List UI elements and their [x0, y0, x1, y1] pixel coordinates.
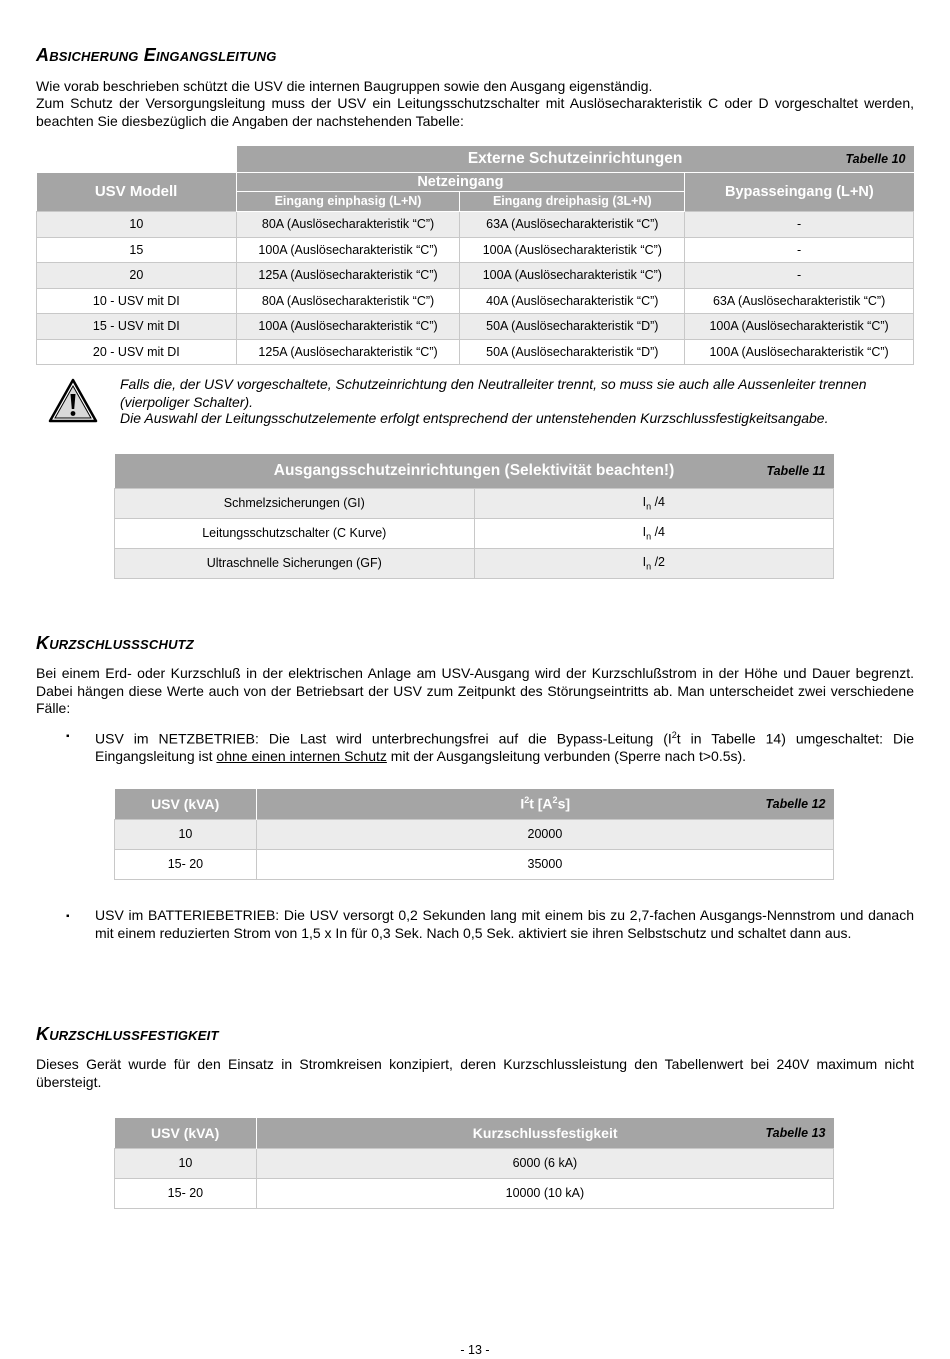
table-10-header-netz: Netzeingang: [236, 172, 685, 191]
warning-text-1: Falls die, der USV vorgeschaltete, Schutzeinrichtung den Neutralleiter trennt, so muss sie auch alle Aussenleiter trennen (vierpoliger Schalter).: [120, 376, 867, 410]
table-10-label: Tabelle 10: [845, 151, 906, 166]
table-row: 15 - USV mit DI 100A (Auslösecharakteristik “C”) 50A (Auslösecharakteristik “D”) 100A (Auslösecharakteristik “C”): [37, 313, 914, 339]
table-12-header-usv: USV (kVA): [115, 789, 257, 819]
paragraph-kurzschluss: Bei einem Erd- oder Kurzschluß in der elektrischen Anlage am USV-Ausgang wird der Kurzschlußstrom in der Höhe und Dauer begrenzt. Dabei hängen diese Werte auch von der Betriebsart der USV zum Zeitpunkt des Störungseintritts ab. Man unterscheidet zwei verschiedene Fälle:: [36, 665, 914, 716]
table-row: 10 - USV mit DI 80A (Auslösecharakteristik “C”) 40A (Auslösecharakteristik “C”) 63A (Auslösecharakteristik “C”): [37, 288, 914, 313]
warning-text-2: Die Auswahl der Leitungsschutzelemente erfolgt entsprechend der untenstehenden Kurzschlussfestigkeitsangabe.: [120, 410, 829, 426]
table-row: 20 125A (Auslösecharakteristik “C”) 100A (Auslösecharakteristik “C”) -: [37, 262, 914, 288]
table-11: [114, 454, 834, 579]
table-10: [36, 146, 914, 365]
table-row: Schmelzsicherungen (GI) $I_n$ /4: [115, 488, 834, 518]
table-row: 10 6000 (6 kA): [115, 1148, 834, 1178]
table-10-header-bypass: Bypasseingang (L+N): [685, 172, 914, 211]
paragraph-intro: Wie vorab beschrieben schützt die USV die internen Baugruppen sowie den Ausgang eigenständig.: [36, 78, 653, 94]
table-row: Leitungsschutzschalter (C Kurve) $I_n$ /4: [115, 518, 834, 548]
section-heading-kurzschlussschutz: Kurzschlussschutz: [36, 633, 194, 653]
table-row: 15- 20 35000: [115, 849, 834, 879]
bullet-batteriebetrieb: USV im BATTERIEBETRIEB: Die USV versorgt 0,2 Sekunden lang mit einem bis zu 2,7-fachen Ausgangs-Nennstrom und danach mit einem reduzierten Strom von 1,5 x In für 0,3 Sek. Nach 0,5 Sek. aktiviert sie ihren Selbstschutz und schaltet dann aus.: [95, 907, 914, 941]
section-heading-absicherung: Absicherung Eingangsleitung: [36, 45, 277, 65]
table-10-header-model: USV Modell: [37, 172, 237, 211]
table-10-header-dreiphasig: Eingang dreiphasig (3L+N): [460, 191, 685, 211]
bullet-netzbetrieb: USV im NETZBETRIEB: Die Last wird unterbrechungsfrei auf die Bypass-Leitung ($I^2t$ in Tabelle 14) umgeschaltet: Die Eingangsleitung ist ohne einen internen Schutz mit der Ausgangsleitung verbunden (Sperre nach t>0.5s).: [95, 730, 914, 765]
table-11-label: Tabelle 11: [766, 463, 826, 478]
table-13-label: Tabelle 13: [765, 1125, 826, 1140]
page-number: - 13 -: [460, 1343, 490, 1357]
table-13-header-festigkeit: Kurzschlussfestigkeit Tabelle 13: [472, 1124, 826, 1141]
paragraph-schutz: Zum Schutz der Versorgungsleitung muss der USV ein Leitungsschutzschalter mit Auslösecharakteristik C oder D vorgeschaltet werden, beachten Sie diesbezüglich die Angaben der nachstehenden Tabelle:: [36, 95, 914, 129]
table-row: 10 20000: [115, 819, 834, 849]
warning-icon: [48, 378, 98, 424]
table-11-title-cell: [115, 454, 834, 488]
bullet-marker: ▪: [66, 911, 70, 922]
paragraph-kurzschlussfestigkeit: Dieses Gerät wurde für den Einsatz in Stromkreisen konzipiert, deren Kurzschlussleistung den Tabellenwert bei 240V maximum nicht übersteigt.: [36, 1056, 914, 1090]
table-13: [114, 1118, 834, 1209]
section-heading-kurzschlussfestigkeit: Kurzschlussfestigkeit: [36, 1024, 219, 1044]
table-13-header-usv: USV (kVA): [115, 1118, 257, 1148]
table-row: 10 80A (Auslösecharakteristik “C”) 63A (Auslösecharakteristik “C”) -: [37, 211, 914, 237]
table-row: Ultraschnelle Sicherungen (GF) $I_n$ /2: [115, 548, 834, 578]
table-10-title-cell: [236, 146, 913, 172]
table-12: [114, 789, 834, 880]
table-row: 15- 20 10000 (10 kA): [115, 1178, 834, 1208]
table-10-header-einphasig: Eingang einphasig (L+N): [236, 191, 460, 211]
table-row: 20 - USV mit DI 125A (Auslösecharakteristik “C”) 50A (Auslösecharakteristik “D”) 100A (Auslösecharakteristik “C”): [37, 339, 914, 364]
bullet-marker: ▪: [66, 731, 70, 742]
table-row: 15 100A (Auslösecharakteristik “C”) 100A (Auslösecharakteristik “C”) -: [37, 237, 914, 262]
table-11-title: Ausgangsschutzeinrichtungen (Selektivität beachten!): [273, 461, 675, 479]
table-12-label: Tabelle 12: [765, 796, 826, 811]
table-10-title: Externe Schutzeinrichtungen: [467, 149, 683, 167]
table-12-header-i2t: $I^2t$ $[A^2s]$ Tabelle 12: [520, 795, 826, 813]
